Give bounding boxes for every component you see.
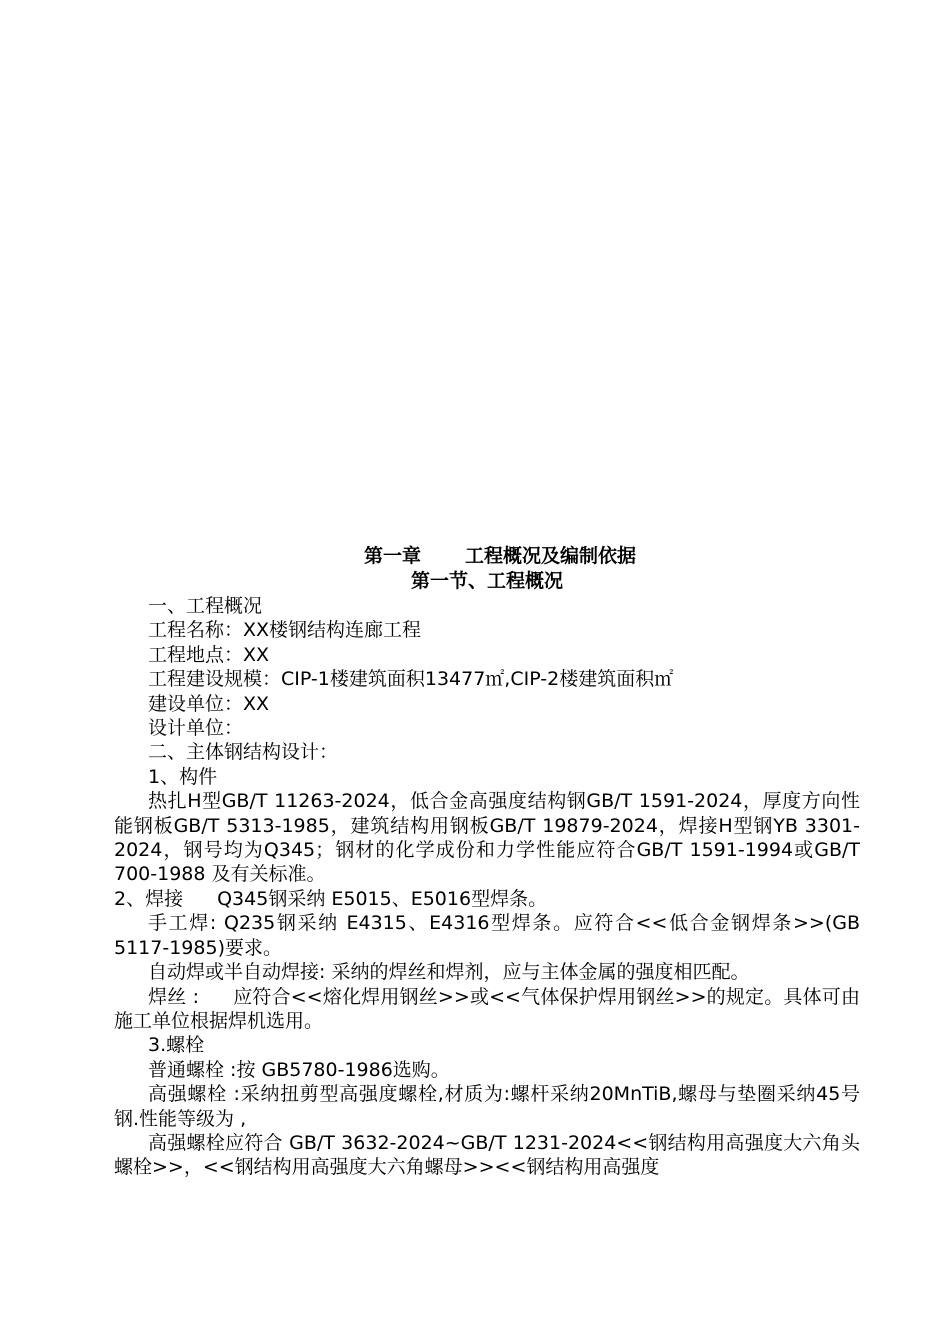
welding-label: 2、焊接 <box>114 887 184 910</box>
paragraph-project-location: 工程地点：XX <box>148 643 270 666</box>
chapter-title: 第一章 <box>363 545 421 567</box>
paragraph-construction-unit: 建设单位：XX <box>148 692 270 715</box>
section-heading: 第一节、工程概况 <box>410 570 563 592</box>
paragraph-auto-welding: 自动焊或半自动焊接: 采纳的焊丝和焊剂，应与主体金属的强度相匹配。 <box>148 961 750 984</box>
chapter-subtitle: 工程概况及编制依据 <box>465 545 637 567</box>
paragraph-bolts-heading: 3.螺栓 <box>148 1034 205 1057</box>
paragraph-components-body: 热扎H型GB/T 11263-2024，低合金高强度结构钢GB/T 1591-2024，厚度方向性能钢板GB/T 5313-1985，建筑结构用钢板GB/T 19879-2024，焊接H型钢YB 3301-2024，钢号均为Q345；钢材的化学成份和力学性能应符合GB/T 1591-1994或GB/T 700-1988 及有关标准。 <box>114 790 860 886</box>
welding-text: Q345钢采纳 E5015、E5016型焊条。 <box>217 887 548 910</box>
paragraph-high-strength-bolts: 高强螺栓 :采纳扭剪型高强度螺栓,材质为:螺杆采纳20MnTiB,螺母与垫圈采纳45号钢.性能等级为 , <box>114 1083 860 1130</box>
paragraph-welding <box>114 887 860 911</box>
paragraph-project-scale: 工程建设规模：CIP-1楼建筑面积13477㎡,CIP-2楼建筑面积㎡ <box>148 668 674 691</box>
welding-wire-text: 应符合<<熔化焊用钢丝>>或<<气体保护焊用钢丝>>的规定。具体可由施工单位根据焊机选用。 <box>114 985 860 1032</box>
paragraph-components-heading: 1、构件 <box>148 765 218 788</box>
welding-wire-label: 焊丝 : <box>148 985 200 1008</box>
paragraph-ordinary-bolts: 普通螺栓 :按 GB5780-1986选购。 <box>148 1058 450 1081</box>
paragraph-project-overview: 一、工程概况 <box>148 595 263 617</box>
document-page <box>114 544 860 1180</box>
paragraph-steel-design: 二、主体钢结构设计： <box>148 741 339 764</box>
chapter-heading <box>114 544 860 569</box>
paragraph-bolt-standards: 高强螺栓应符合 GB/T 3632-2024~GB/T 1231-2024<<钢结构用高强度大六角头螺栓>>，<<钢结构用高强度大六角螺母>><<钢结构用高强度 <box>114 1131 860 1179</box>
paragraph-manual-welding: 手工焊: Q235钢采纳 E4315、E4316型焊条。应符合<<低合金钢焊条>>(GB 5117-1985)要求。 <box>114 912 860 959</box>
paragraph-design-unit: 设计单位： <box>148 717 244 740</box>
paragraph-project-name: 工程名称：XX楼钢结构连廊工程 <box>148 619 422 642</box>
paragraph-welding-wire <box>114 985 860 1034</box>
